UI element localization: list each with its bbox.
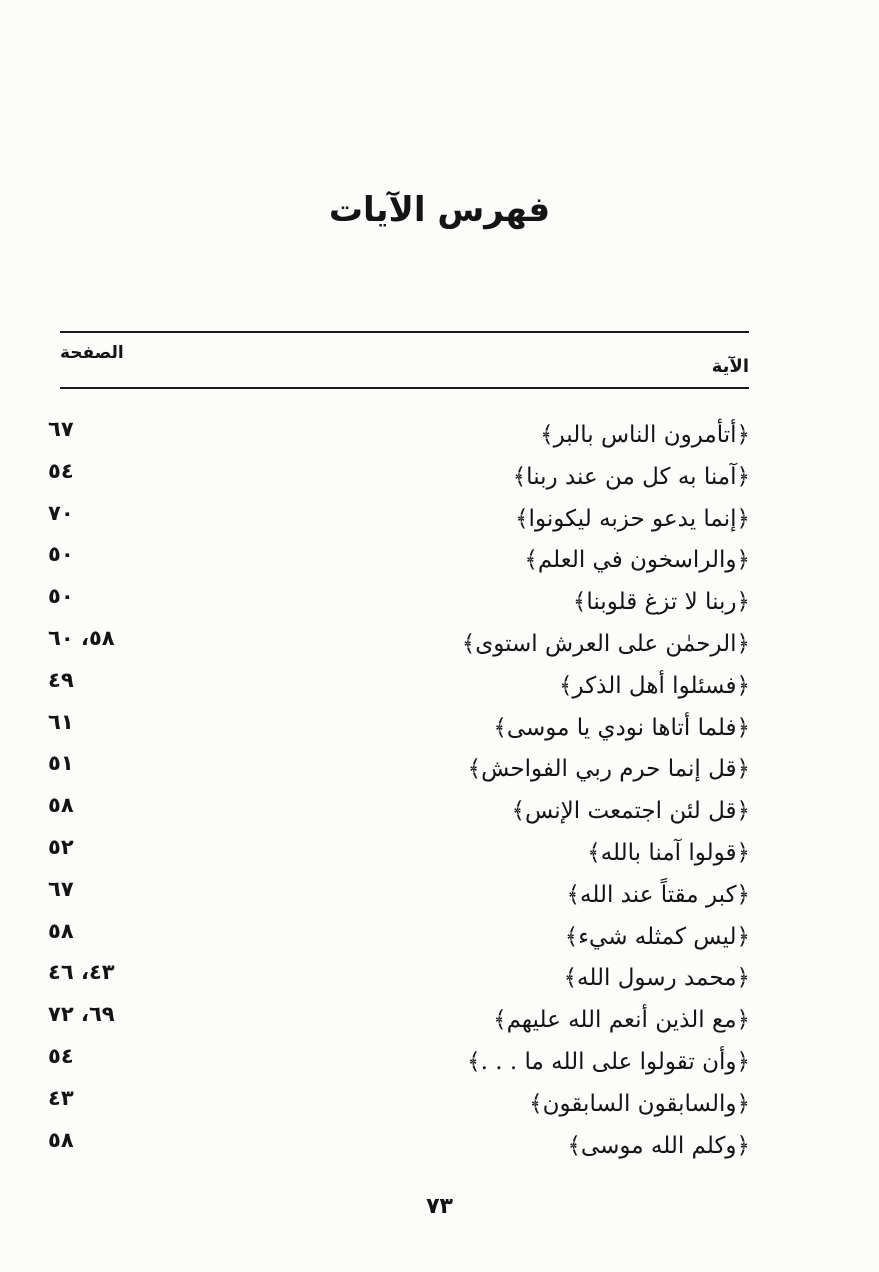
page-reference: ٤٣، ٤٦ — [48, 960, 115, 985]
page-reference: ٥٠ — [48, 584, 74, 609]
verse-text: ﴿والسابقون السابقون﴾ — [529, 1090, 750, 1117]
header-bottom-rule — [60, 387, 749, 389]
index-entry — [40, 1083, 750, 1125]
page-reference: ٥٠ — [48, 542, 74, 567]
page-column-header: الصفحة — [60, 343, 124, 363]
index-entry — [40, 957, 750, 999]
verse-text: ﴿والراسخون في العلم﴾ — [524, 547, 750, 574]
index-entry — [40, 623, 750, 665]
page-reference: ٥٨ — [48, 1127, 74, 1152]
index-entry — [40, 790, 750, 832]
page-reference: ٥٢ — [48, 834, 74, 859]
verse-index-list — [40, 414, 750, 1166]
verse-column-header: الآية — [711, 356, 749, 377]
page-title: فهرس الآيات — [328, 190, 551, 230]
page-reference: ٤٩ — [48, 667, 74, 692]
index-entry — [40, 414, 750, 456]
index-entry — [40, 707, 750, 749]
verse-text: ﴿قولوا آمنا بالله﴾ — [587, 839, 750, 866]
verse-text: ﴿الرحمٰن على العرش استوى﴾ — [461, 630, 750, 657]
page-number: ٧٣ — [426, 1194, 453, 1219]
page-reference: ٥٨ — [48, 918, 74, 943]
page-reference: ٥٨، ٦٠ — [48, 625, 115, 650]
index-entry — [40, 916, 750, 958]
verse-text: ﴿وكلم الله موسى﴾ — [567, 1132, 750, 1159]
verse-text: ﴿قل لئن اجتمعت الإنس﴾ — [511, 798, 750, 825]
verse-text: ﴿ليس كمثله شيء﴾ — [564, 923, 750, 950]
index-entry — [40, 748, 750, 790]
verse-text: ﴿آمنا به كل من عند ربنا﴾ — [512, 463, 750, 490]
page-reference: ٦١ — [48, 709, 74, 734]
page-reference: ٥١ — [48, 751, 74, 776]
page-reference: ٥٤ — [48, 458, 74, 483]
verse-text: ﴿أتأمرون الناس بالبر﴾ — [540, 422, 750, 448]
index-entry — [40, 832, 750, 874]
page-reference: ٤٣ — [48, 1085, 74, 1110]
verse-text: ﴿وأن تقولوا على الله ما . . .﴾ — [467, 1048, 750, 1075]
page-reference: ٦٩، ٧٢ — [48, 1002, 115, 1027]
index-entry — [40, 1125, 750, 1167]
index-entry — [40, 1041, 750, 1083]
verse-text: ﴿فلما أتاها نودي يا موسى﴾ — [493, 714, 750, 741]
page-reference: ٦٧ — [48, 417, 74, 441]
verse-text: ﴿إنما يدعو حزبه ليكونوا﴾ — [515, 505, 750, 532]
page-reference: ٥٨ — [48, 793, 74, 818]
index-entry — [40, 539, 750, 581]
verse-text: ﴿كبر مقتاً عند الله﴾ — [566, 881, 750, 908]
page-reference: ٧٠ — [48, 500, 74, 525]
index-entry — [40, 665, 750, 707]
verse-text: ﴿قل إنما حرم ربي الفواحش﴾ — [467, 756, 750, 783]
verse-text: ﴿مع الذين أنعم الله عليهم﴾ — [493, 1007, 750, 1034]
page-reference: ٦٧ — [48, 876, 74, 901]
verse-text: ﴿ربنا لا تزغ قلوبنا﴾ — [572, 589, 750, 616]
page-reference: ٥٤ — [48, 1043, 74, 1068]
index-entry — [40, 999, 750, 1041]
header-top-rule — [60, 331, 749, 333]
index-entry — [40, 874, 750, 916]
verse-text: ﴿محمد رسول الله﴾ — [563, 965, 750, 992]
index-entry — [40, 498, 750, 540]
verse-text: ﴿فسئلوا أهل الذكر﴾ — [559, 672, 750, 699]
index-entry — [40, 581, 750, 623]
index-entry — [40, 456, 750, 498]
